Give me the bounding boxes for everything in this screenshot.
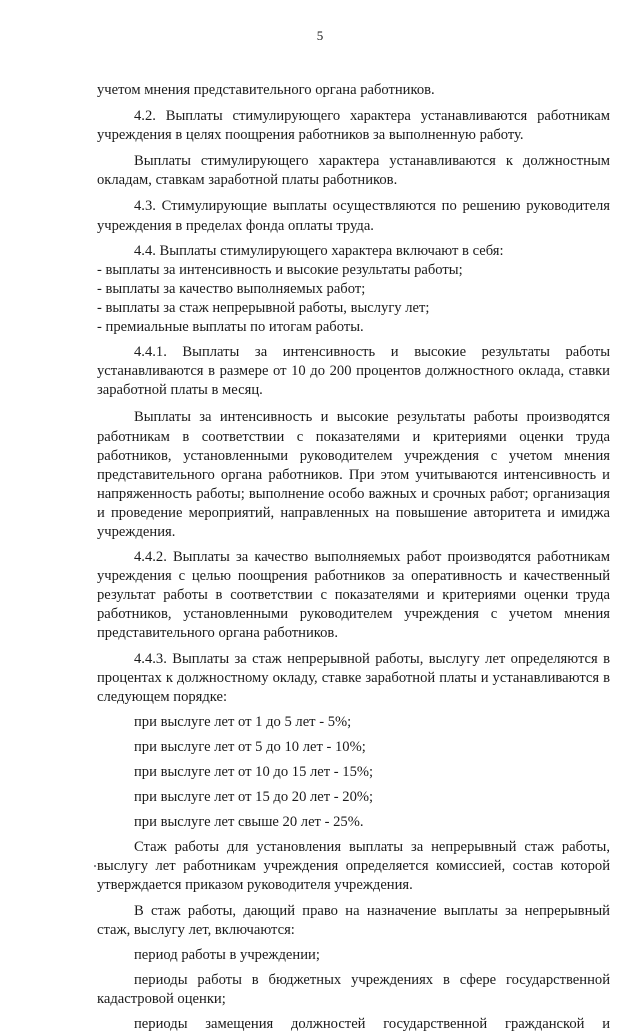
page-number: 5 bbox=[316, 28, 324, 43]
paragraph: 4.4.3. Выплаты за стаж непрерывной работы, выслугу лет определяются в процентах к должностному окладу, ставке заработной платы и устанавливаются в следующем порядке: bbox=[97, 650, 610, 705]
list-item: при выслуге лет от 15 до 20 лет - 20%; bbox=[134, 789, 374, 806]
list-item: - премиальные выплаты по итогам работы. bbox=[97, 319, 364, 336]
paragraph: В стаж работы, дающий право на назначение выплаты за непрерывный стаж, выслугу лет, включаются: bbox=[97, 902, 610, 938]
paragraph: Выплаты за интенсивность и высокие результаты работы производятся работникам в соответствии с показателями и критериями оценки труда работников, установленными руководителем учреждения с учетом мнения представительного органа работников. При этом учитываются интенсивность и напряженность работы; выполнение особо важных и срочных работ; организация и проведение мероприятий, направленных на повышение авторитета и имиджа учреждения. bbox=[97, 409, 610, 540]
list-item: - выплаты за стаж непрерывной работы, выслугу лет; bbox=[97, 299, 430, 316]
paragraph: периоды замещения должностей государственной гражданской и bbox=[134, 1016, 610, 1033]
paragraph: 4.2. Выплаты стимулирующего характера устанавливаются работникам учреждения в целях поощрения работников за выполненную работу. bbox=[97, 108, 610, 144]
paragraph: периоды работы в бюджетных учреждениях в сфере государственной кадастровой оценки; bbox=[97, 971, 610, 1007]
paragraph: 4.4.1. Выплаты за интенсивность и высокие результаты работы устанавливаются в размере от 10 до 200 процентов должностного оклада, ставки заработной платы в месяц. bbox=[97, 344, 610, 399]
document-body bbox=[97, 81, 610, 1034]
list-item: при выслуге лет от 1 до 5 лет - 5%; bbox=[134, 713, 352, 730]
paragraph: период работы в учреждении; bbox=[134, 946, 320, 963]
list-item: при выслуге лет свыше 20 лет - 25%. bbox=[134, 814, 364, 831]
list-item: при выслуге лет от 5 до 10 лет - 10%; bbox=[134, 738, 366, 755]
scan-mark bbox=[94, 865, 96, 867]
paragraph: учетом мнения представительного органа работников. bbox=[97, 82, 435, 98]
list-item: - выплаты за качество выполняемых работ; bbox=[97, 280, 366, 297]
paragraph: 4.4. Выплаты стимулирующего характера включают в себя: bbox=[134, 242, 504, 259]
list-item: при выслуге лет от 10 до 15 лет - 15%; bbox=[134, 764, 374, 780]
paragraph: 4.3. Стимулирующие выплаты осуществляются по решению руководителя учреждения в пределах фонда оплаты труда. bbox=[97, 198, 610, 234]
list-item: - выплаты за интенсивность и высокие результаты работы; bbox=[97, 261, 463, 278]
paragraph: 4.4.2. Выплаты за качество выполняемых работ производятся работникам учреждения с целью поощрения работников за оперативность и качественный результат работы в соответствии с показателями и критериями оценки труда работников, установленными руководителем учреждения с учетом мнения представительного органа работников. bbox=[97, 549, 610, 642]
paragraph: Стаж работы для установления выплаты за непрерывный стаж работы, выслугу лет работникам учреждения определяется комиссией, состав которой утверждается приказом руководителя учреждения. bbox=[97, 839, 610, 894]
paragraph: Выплаты стимулирующего характера устанавливаются к должностным окладам, ставкам заработной платы работников. bbox=[97, 153, 610, 189]
